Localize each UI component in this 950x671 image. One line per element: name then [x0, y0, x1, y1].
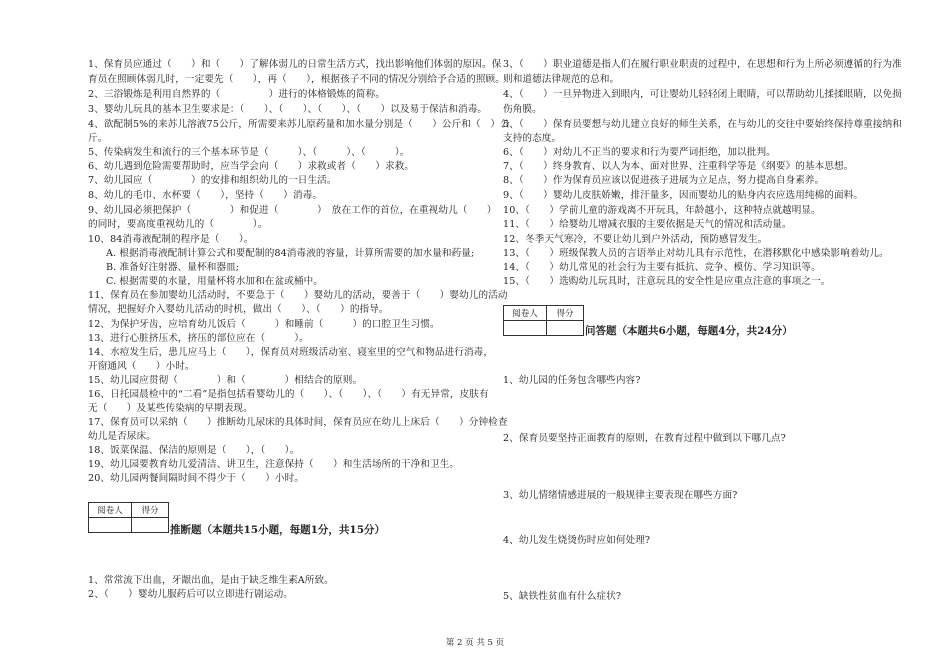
judge-line: 3、（ ）职业道德是指人们在履行职业职责的过程中，在思想和行为上所必须遵循的行为准: [503, 59, 902, 70]
fill-line: 1、保育员应通过（ ）和（ ）了解体弱儿的日常生活方式，找出影响他们体弱的原因。保: [88, 59, 502, 70]
fill-line: 19、幼儿园要教育幼儿爱清洁、讲卫生，注意保持（ ）和生活场所的干净和卫生。: [88, 459, 460, 470]
fill-line: 9、幼儿园必须把保护（ ）和促进（ ） 放在工作的首位，在重视幼儿（ ）: [88, 205, 497, 216]
fill-line: 开窗通风（ ）小时。: [88, 361, 195, 372]
option-b: B. 准备好注射器、量杯和器皿;: [106, 262, 240, 273]
fill-line: 13、进行心脏挤压术，挤压的部位应在（ ）。: [88, 333, 309, 344]
judge-line: 5、（ ）保育员要想与幼儿建立良好的师生关系，在与幼儿的交往中要始终保持尊重接纳和: [503, 119, 902, 130]
judge-line: 7、（ ）终身教育、以人为本、面对世界、注重科学等是《纲要》的基本思想。: [503, 161, 854, 172]
fill-line: 斤。: [88, 133, 108, 144]
grader-cell[interactable]: [504, 321, 547, 336]
fill-line: 20、幼儿园两餐间隔时间不得少于（ ）小时。: [88, 473, 304, 484]
judge-line: 14、（ ）幼儿常见的社会行为主要有抵抗、竞争、模仿、学习知识等。: [503, 262, 821, 273]
qa-question: 5、缺铁性贫血有什么症状?: [503, 591, 622, 602]
judge-line: 则和道德法律规范的总和。: [503, 74, 620, 85]
page-footer: 第 2 页 共 5 页: [445, 638, 505, 648]
judge-line: 15、（ ）选购幼儿玩具时，注意玩具的安全性是应重点注意的事项之一。: [503, 276, 831, 287]
fill-line: 8、幼儿的毛巾、水杯要（ ），坚持（ ）消毒。: [88, 190, 323, 201]
fill-line: 无（ ）及某些传染病的早期表现。: [88, 403, 253, 414]
judge-line: 1、常常流下出血，牙龈出血，是由于缺乏维生素A所致。: [88, 575, 334, 586]
judge-section-title: 推断题（本题共15小题，每题1分，共15分）: [170, 524, 386, 536]
score-cell[interactable]: [547, 321, 584, 336]
judge-line: 9、（ ）婴幼儿皮肤娇嫩，排汗量多，因而婴幼儿的贴身内衣应选用纯棉的面料。: [503, 190, 864, 201]
judge-line: 13、（ ）班级保教人员的言语举止对幼儿具有示范性，在潜移默化中感染影响着幼儿。: [503, 248, 889, 259]
grader-cell[interactable]: [89, 518, 132, 533]
option-a: A. 根据消毒液配制计算公式和要配制的84消毒液的容量，计算所需要的加水量和药量;: [106, 248, 475, 259]
fill-line: 10、84消毒液配制的程序是（ ）。: [88, 234, 254, 245]
judge-line: 11、（ ）给婴幼儿增减衣服的主要依据是天气的情况和活动量。: [503, 219, 792, 230]
fill-line: 4、欲配制5%的来苏儿溶液75公斤，所需要来苏儿原药量和加水量分别是（ ）公斤和（ ）公: [88, 119, 510, 130]
fill-line: 18、饭菜保温、保洁的原则是（ ），（ ）。: [88, 445, 300, 456]
fill-line: 幼儿是否尿床。: [88, 431, 156, 442]
qa-section-title: 问答题（本题共6小题，每题4分，共24分）: [585, 325, 793, 337]
judge-line: 6、（ ）对幼儿不正当的要求和行为要严词拒绝，加以批判。: [503, 147, 776, 158]
qa-question: 2、保育员要坚持正面教育的原则，在教育过程中做到以下哪几点?: [503, 433, 786, 444]
qa-question: 4、幼儿发生烧烫伤时应如何处理?: [503, 535, 651, 546]
fill-line: 的同时，要高度重视幼儿的（ ）。: [88, 219, 268, 230]
fill-line: 7、幼儿园应（ ）的安排和组织幼儿的一日生活。: [88, 175, 337, 186]
judge-line: 8、（ ）作为保育员应该以促进孩子进展为立足点，努力提高自身素养。: [503, 175, 825, 186]
judge-line: 伤角膜。: [503, 104, 542, 115]
fill-line: 12、为保护牙齿，应培育幼儿饭后（ ）和睡前（ ）的口腔卫生习惯。: [88, 319, 440, 330]
fill-line: 情况，把握好介入婴幼儿活动的时机，做出（ ）、（ ）的指导。: [88, 304, 389, 315]
fill-line: 5、传染病发生和流行的三个基本环节是（ ）、（ ）、（ ）。: [88, 147, 410, 158]
fill-line: 3、婴幼儿玩具的基本卫生要求是：（ ）、（ ）、（ ）、（ ）以及易于保洁和消毒。: [88, 104, 488, 115]
fill-line: 2、三浴锻炼是利用自然界的（ ）进行的体格锻炼的简称。: [88, 89, 386, 100]
fill-line: 育员在照顾体弱儿时，一定要先（ ），再（ ），根据孩子不同的情况分别给予合适的照顾。: [88, 74, 505, 85]
score-label: 得分: [547, 306, 584, 321]
score-cell[interactable]: [132, 518, 169, 533]
fill-line: 14、水痘发生后，患儿应马上（ ），保育员对班级活动室、寝室里的空气和物品进行消毒，: [88, 347, 494, 358]
fill-line: 11、保育员在参加婴幼儿活动时，不要急于（ ）婴幼儿的活动，要善于（ ）婴幼儿的活动: [88, 290, 508, 301]
score-box-judge: [88, 502, 169, 533]
option-c: C. 根据需要的水量，用量杯将水加和在盆或桶中。: [106, 276, 323, 287]
score-label: 得分: [132, 503, 169, 518]
grader-label: 阅卷人: [89, 503, 132, 518]
score-box-qa: [503, 305, 584, 336]
fill-line: 15、幼儿园应贯彻（ ）和（ ）相结合的原则。: [88, 375, 363, 386]
judge-line: 12、冬季天气寒冷，不要让幼儿到户外活动，预防感冒发生。: [503, 234, 768, 245]
fill-line: 16、日托园晨检中的“二看”是指包括看婴幼儿的（ ）、（ ）、（ ）有无异常，皮肤有: [88, 389, 489, 400]
judge-line: 2、（ ）婴幼儿服药后可以立即进行剧运动。: [88, 589, 293, 600]
qa-question: 1、幼儿园的任务包含哪些内容?: [503, 375, 641, 386]
judge-line: 支持的态度。: [503, 133, 562, 144]
judge-line: 10、（ ）学前儿童的游戏离不开玩具，年龄越小，这种特点就越明显。: [503, 205, 821, 216]
grader-label: 阅卷人: [504, 306, 547, 321]
judge-line: 4、（ ）一旦异物进入到眼内，可让婴幼儿轻轻闭上眼睛，可以帮助幼儿揉揉眼睛，以免损: [503, 89, 902, 100]
qa-question: 3、幼儿情绪情感进展的一般规律主要表现在哪些方面?: [503, 490, 738, 501]
fill-line: 17、保育员可以采纳（ ）推断幼儿尿床的具体时间，保育员应在幼儿上床后（ ）分钟检查: [88, 417, 508, 428]
fill-line: 6、幼儿遇到危险需要帮助时，应当学会向（ ）求救或者（ ）求救。: [88, 161, 415, 172]
